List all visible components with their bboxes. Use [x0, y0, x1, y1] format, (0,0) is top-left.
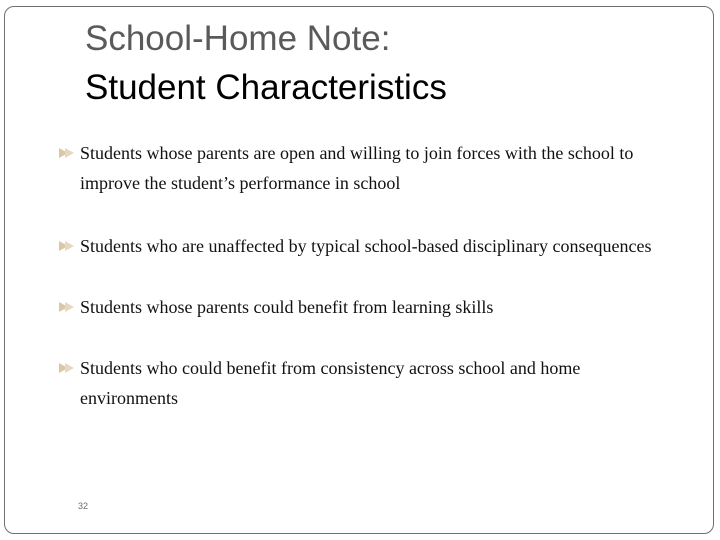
slide-title-line-1: School-Home Note: — [85, 19, 391, 58]
bullet-4-line-1: Students who could benefit from consistency across school and home — [80, 358, 581, 378]
slide-title-line-2: Student Characteristics — [85, 68, 447, 107]
bullet-4-line-2: environments — [80, 388, 178, 408]
bullet-1-line-2: improve the student’s performance in school — [80, 173, 401, 193]
page-number: 32 — [78, 501, 89, 511]
bullet-item-4 — [58, 353, 688, 413]
bullet-item-3 — [58, 292, 688, 322]
bullet-1-line-1: Students whose parents are open and willing to join forces with the school to — [80, 143, 634, 163]
bullet-item-2 — [58, 231, 688, 261]
bullet-arrow-icon — [58, 354, 80, 368]
slide-frame — [4, 6, 714, 534]
bullet-3-line-1: Students whose parents could benefit from learning skills — [80, 297, 494, 317]
bullet-2-line-1: Students who are unaffected by typical school-based disciplinary consequences — [80, 236, 652, 256]
bullet-arrow-icon — [58, 293, 80, 307]
bullet-arrow-icon — [58, 232, 80, 246]
bullet-item-1 — [58, 138, 688, 198]
bullet-arrow-icon — [58, 139, 80, 153]
